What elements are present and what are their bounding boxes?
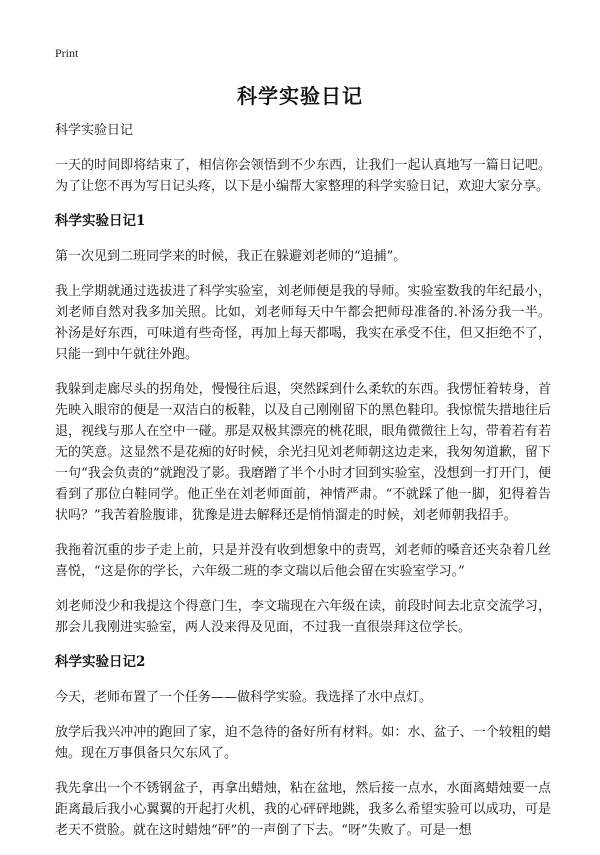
article-body bbox=[55, 120, 551, 855]
section-heading-1: 科学实验日记1 bbox=[55, 213, 146, 229]
page-title: 科学实验日记 bbox=[237, 84, 363, 108]
paragraph: 刘老师没少和我提这个得意门生，李文瑞现在六年级在读，前段时间去北京交流学习，那会儿我刚进实验室，两人没来得及见面，不过我一直很崇拜这位学长。 bbox=[55, 599, 551, 635]
paragraph: 我躲到走廊尽头的拐角处，慢慢往后退，突然踩到什么柔软的东西。我愣怔着转身，首先映入眼帘的便是一双洁白的板鞋，以及自己刚刚留下的黑色鞋印。我惊慌失措地往后退，视线与那人在空中一碰。那是双极其漂亮的桃花眼，眼角微微往上勾，带着若有若无的笑意。这显然不是花痴的好时候，余光扫见刘老师朝这边走来，我匆匆道歉，留下一句“我会负责的”就跑没了影。我磨蹭了半个小时才回到实验室，没想到一打开门，便看到了那位白鞋同学。他正坐在刘老师面前，神情严肃。“不就踩了他一脚，犯得着告状吗？”我苦着脸腹诽，犹豫是进去解释还是悄悄溜走的时候，刘老师朝我招手。 bbox=[55, 382, 551, 523]
intro-paragraph: 一天的时间即将结束了，相信你会领悟到不少东西，让我们一起认真地写一篇日记吧。为了让您不再为写日记头疼，以下是小编帮大家整理的科学实验日记，欢迎大家分享。 bbox=[55, 158, 551, 194]
section-heading-2: 科学实验日记2 bbox=[55, 654, 146, 670]
paragraph: 我拖着沉重的步子走上前，只是并没有收到想象中的责骂，刘老师的嗓音还夹杂着几丝喜悦，“这是你的学长，六年级二班的李文瑞以后他会留在实验室学习。” bbox=[55, 543, 551, 579]
print-link[interactable]: Print bbox=[55, 46, 79, 60]
paragraph: 放学后我兴冲冲的跑回了家，迫不急待的备好所有材料。如：水、盆子、一个较粗的蜡烛。现在万事俱备只欠东风了。 bbox=[55, 725, 551, 761]
article-subtitle: 科学实验日记 bbox=[55, 123, 134, 138]
paragraph: 第一次见到二班同学来的时候，我正在躲避刘老师的“追捕”。 bbox=[55, 249, 407, 264]
paragraph: 今天，老师布置了一个任务——做科学实验。我选择了水中点灯。 bbox=[55, 690, 433, 705]
paragraph: 我先拿出一个不锈钢盆子，再拿出蜡烛，粘在盆地，然后接一点水，水面离蜡烛要一点距离最后我小心翼翼的开起打火机，我的心砰砰地跳，我多么希望实验可以成功，可是老天不赏脸。就在这时蜡烛“砰”的一声倒了下去。“呀”失败了。可是一想 bbox=[55, 781, 551, 838]
paragraph: 我上学期就通过选拔进了科学实验室，刘老师便是我的导师。实验室数我的年纪最小，刘老师自然对我多加关照。比如，刘老师每天中午都会把师母准备的.补汤分我一半。补汤是好东西，可味道有些奇怪，再加上每天都喝，我实在承受不住，但又拒绝不了，只能一到中午就往外跑。 bbox=[55, 284, 551, 362]
